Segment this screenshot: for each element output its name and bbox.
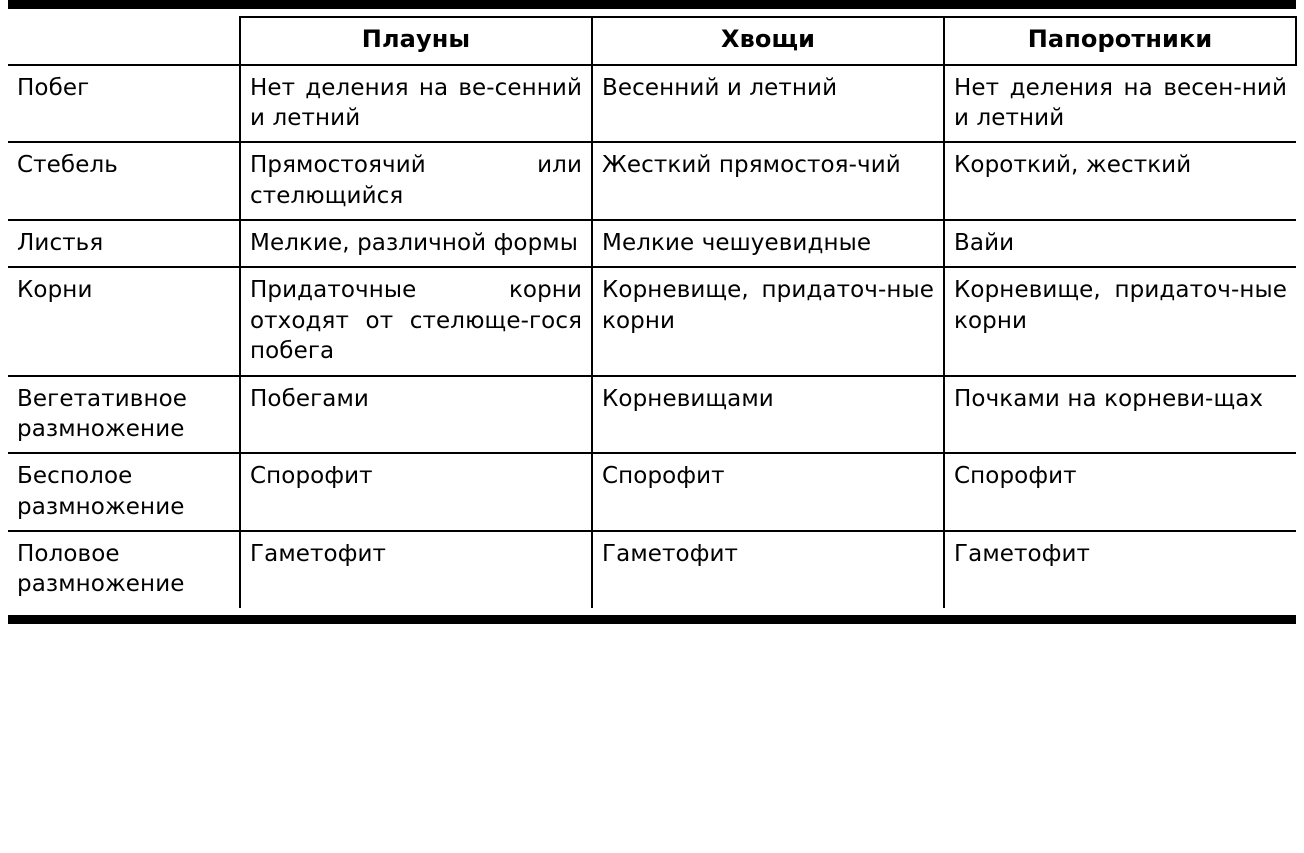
table-header	[8, 17, 1296, 65]
table-corner-cell	[8, 17, 240, 65]
cell-pobeg-paporotniki: Нет деления на весен-ний и летний	[944, 65, 1296, 143]
row-label-bespoloe-razmnozhenie: Бесполое размножение	[8, 453, 240, 531]
cell-stebel-plauny: Прямостоячий или стелющийся	[240, 142, 592, 220]
table-header-row	[8, 17, 1296, 65]
cell-listya-hvoschi: Мелкие чешуевидные	[592, 220, 944, 267]
table-row	[8, 376, 1296, 454]
table-row	[8, 531, 1296, 608]
row-label-vegetativnoe-razmnozhenie: Вегетативное размножение	[8, 376, 240, 454]
column-header-paporotniki: Папоротники	[944, 17, 1296, 65]
cell-stebel-paporotniki: Короткий, жесткий	[944, 142, 1296, 220]
cell-bespoloe-plauny: Спорофит	[240, 453, 592, 531]
cell-listya-paporotniki: Вайи	[944, 220, 1296, 267]
table-row	[8, 142, 1296, 220]
column-header-plauny: Плауны	[240, 17, 592, 65]
table-row	[8, 220, 1296, 267]
table-row	[8, 267, 1296, 375]
cell-stebel-hvoschi: Жесткий прямостоя-чий	[592, 142, 944, 220]
cell-bespoloe-hvoschi: Спорофит	[592, 453, 944, 531]
table-row	[8, 65, 1296, 143]
row-label-polovoe-razmnozhenie: Половое размножение	[8, 531, 240, 608]
cell-vegetativnoe-hvoschi: Корневищами	[592, 376, 944, 454]
cell-pobeg-plauny: Нет деления на ве-сенний и летний	[240, 65, 592, 143]
cell-vegetativnoe-plauny: Побегами	[240, 376, 592, 454]
comparison-table	[8, 16, 1297, 608]
row-label-stebel: Стебель	[8, 142, 240, 220]
table-body	[8, 65, 1296, 608]
row-label-listya: Листья	[8, 220, 240, 267]
column-header-hvoschi: Хвощи	[592, 17, 944, 65]
cell-listya-plauny: Мелкие, различной формы	[240, 220, 592, 267]
row-label-korni: Корни	[8, 267, 240, 375]
cell-polovoe-plauny: Гаметофит	[240, 531, 592, 608]
table-row	[8, 453, 1296, 531]
bottom-rule	[8, 615, 1296, 624]
cell-korni-hvoschi: Корневище, придаточ-ные корни	[592, 267, 944, 375]
row-label-pobeg: Побег	[8, 65, 240, 143]
cell-pobeg-hvoschi: Весенний и летний	[592, 65, 944, 143]
cell-korni-plauny: Придаточные корни отходят от стелюще-гося побега	[240, 267, 592, 375]
top-rule	[8, 0, 1296, 9]
cell-vegetativnoe-paporotniki: Почками на корневи-щах	[944, 376, 1296, 454]
cell-korni-paporotniki: Корневище, придаточ-ные корни	[944, 267, 1296, 375]
cell-bespoloe-paporotniki: Спорофит	[944, 453, 1296, 531]
cell-polovoe-paporotniki: Гаметофит	[944, 531, 1296, 608]
cell-polovoe-hvoschi: Гаметофит	[592, 531, 944, 608]
